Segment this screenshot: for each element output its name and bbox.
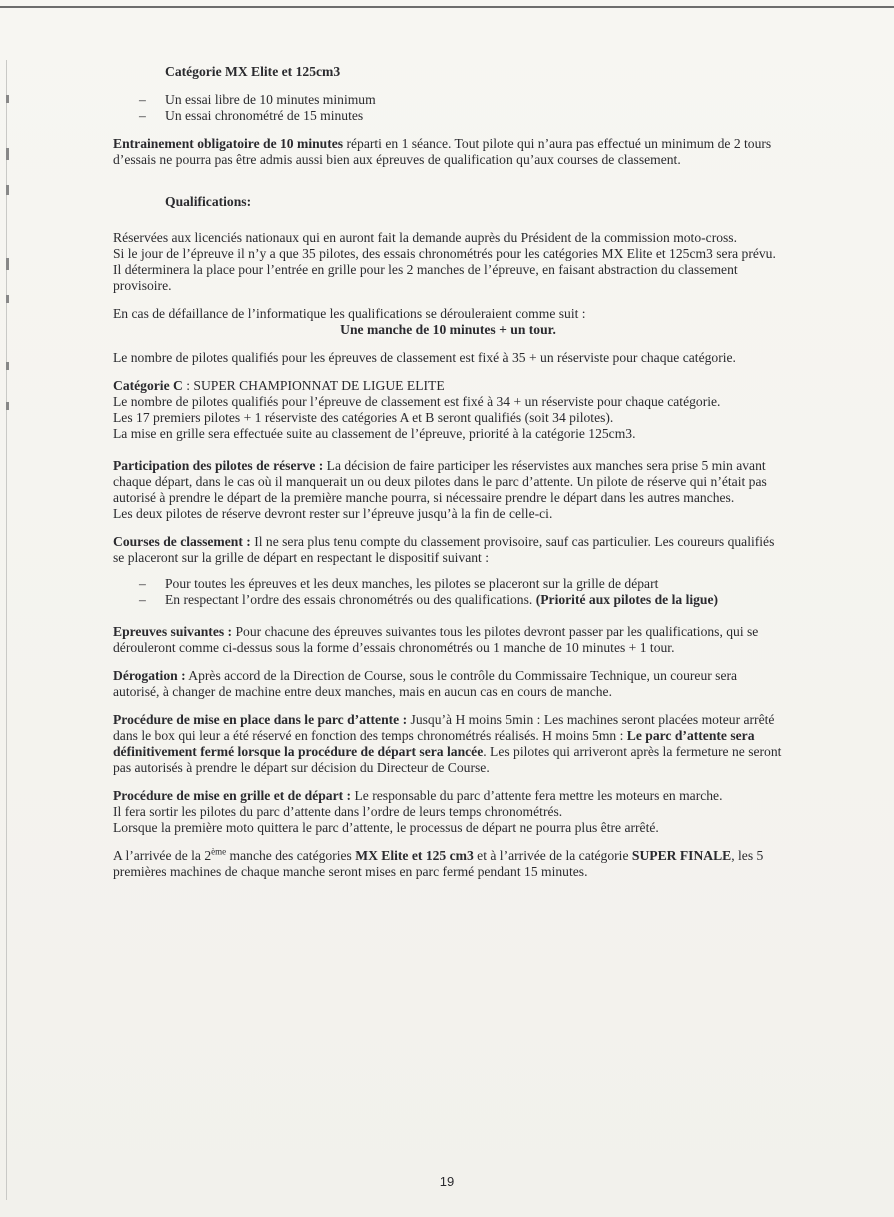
- scan-top-border: [0, 6, 894, 8]
- procedure-grille-line-2: Il fera sortir les pilotes du parc d’attente dans l’ordre de leurs temps chronométrés.: [113, 804, 563, 819]
- courses-list: [113, 576, 783, 608]
- heading-mx-elite: Catégorie MX Elite et 125cm3: [165, 64, 341, 79]
- paragraph-categorie-c: [113, 378, 783, 442]
- derogation-label: Dérogation :: [113, 668, 186, 683]
- derogation-text: Après accord de la Direction de Course, sous le contrôle du Commissaire Technique, un coureur sera autorisé, à changer de machine entre deux manches, mais en aucun cas en cours de manche.: [113, 668, 738, 699]
- paragraph-defaillance: [113, 306, 783, 338]
- scan-mark: [6, 258, 9, 270]
- arrivee-text-1: A l’arrivée de la 2: [113, 848, 212, 863]
- epreuves-label: Epreuves suivantes :: [113, 624, 233, 639]
- paragraph-epreuves: [113, 624, 783, 656]
- paragraph-nombre-35: Le nombre de pilotes qualifiés pour les épreuves de classement est fixé à 35 + un réserviste pour chaque catégorie.: [113, 350, 736, 365]
- participation-text: La décision de faire participer les réservistes aux manches sera prise 5 min avant chaque départ, dans le cas où il manquerait un ou deux pilotes dans le parc d’attente. Un pilote de réserve qui n’était pas autorisé à prendre le départ de la première manche pourra, si nécessaire prendre le départ dans les autres manches.: [113, 458, 767, 505]
- si-le-jour-text: Si le jour de l’épreuve il n’y a que 35 pilotes, des essais chronométrés pour les catégories MX Elite et 125cm3 sera prévu. Il déterminera la place pour l’entrée en grille pour les 2 manches de l’épreuve, en faisant abstraction du classement provisoire.: [113, 246, 776, 293]
- scan-mark: [6, 295, 9, 303]
- scan-mark: [6, 95, 9, 103]
- participation-label: Participation des pilotes de réserve :: [113, 458, 324, 473]
- cat-c-line-1: Le nombre de pilotes qualifiés pour l’épreuve de classement est fixé à 34 + un réserviste pour chaque catégorie.: [113, 394, 721, 409]
- courses-label: Courses de classement :: [113, 534, 251, 549]
- page-number: 19: [439, 1174, 455, 1189]
- list-item: – Un essai chronométré de 15 minutes: [113, 108, 783, 124]
- paragraph-derogation: [113, 668, 783, 700]
- participation-text-2: Les deux pilotes de réserve devront rester sur l’épreuve jusqu’à la fin de celle-ci.: [113, 506, 553, 521]
- courses-item-2-bold: (Priorité aux pilotes de la ligue): [535, 592, 719, 607]
- paragraph-procedure-grille: [113, 788, 783, 836]
- paragraph-procedure-attente: [113, 712, 783, 776]
- scan-left-edge: [6, 60, 7, 1200]
- list-item: – Pour toutes les épreuves et les deux manches, les pilotes se placeront sur la grille de départ: [113, 576, 783, 592]
- paragraph-courses: [113, 534, 783, 566]
- paragraph-arrivee: [113, 848, 783, 880]
- procedure-grille-text: Le responsable du parc d’attente fera mettre les moteurs en marche.: [351, 788, 723, 803]
- procedure-attente-text: Jusqu’à H moins 5min : Les machines seront placées moteur arrêté dans le box qui leur a été réservé en fonction des temps chronométrés réalisés. H moins 5mn :: [113, 712, 775, 743]
- arrivee-text-4: , les 5 premières machines de chaque manche seront mises en parc fermé pendant 15 minutes.: [113, 848, 764, 879]
- scan-mark: [6, 362, 9, 370]
- procedure-grille-label: Procédure de mise en grille et de départ :: [113, 788, 352, 803]
- courses-item-2-text: En respectant l’ordre des essais chronométrés ou des qualifications.: [165, 592, 536, 607]
- entrainement-text: réparti en 1 séance. Tout pilote qui n’aura pas effectué un minimum de 2 tours d’essais ne pourra pas être admis aussi bien aux épreuves de qualification qu’aux courses de classement.: [113, 136, 772, 167]
- scan-mark: [6, 402, 9, 410]
- cat-c-line-2: Les 17 premiers pilotes + 1 réserviste des catégories A et B seront qualifiés (soit 34 pilotes).: [113, 410, 614, 425]
- procedure-grille-line-3: Lorsque la première moto quittera le parc d’attente, le processus de départ ne pourra plus être arrêté.: [113, 820, 659, 835]
- paragraph-qualifications: [113, 230, 783, 294]
- entrainement-label: Entrainement obligatoire de 10 minutes: [113, 136, 344, 151]
- arrivee-superscript: ème: [211, 846, 227, 857]
- manche-10-text: Une manche de 10 minutes + un tour.: [340, 322, 556, 337]
- arrivee-text-2: manche des catégories: [226, 848, 356, 863]
- heading-qualifications: Qualifications:: [165, 194, 252, 209]
- cat-c-title: : SUPER CHAMPIONNAT DE LIGUE ELITE: [182, 378, 445, 393]
- list-item: [113, 592, 783, 608]
- scan-mark: [6, 185, 9, 195]
- arrivee-text-3: et à l’arrivée de la catégorie: [473, 848, 632, 863]
- courses-text: Il ne sera plus tenu compte du classement provisoire, sauf cas particulier. Les coureurs qualifiés se placeront sur la grille de départ en respectant le dispositif suivant :: [113, 534, 775, 565]
- list-item: – Un essai libre de 10 minutes minimum: [113, 92, 783, 108]
- cat-c-label: Catégorie C: [113, 378, 183, 393]
- reservees-text: Réservées aux licenciés nationaux qui en auront fait la demande auprès du Président de la commission moto-cross.: [113, 230, 737, 245]
- document-body: [113, 64, 783, 892]
- arrivee-bold-1: MX Elite et 125 cm3: [355, 848, 474, 863]
- paragraph-entrainement: [113, 136, 783, 168]
- paragraph-participation: [113, 458, 783, 522]
- essais-list: [113, 92, 783, 124]
- procedure-attente-bold-2: Le parc d’attente sera définitivement fermé lorsque la procédure de départ sera lancée: [113, 728, 755, 759]
- arrivee-bold-2: SUPER FINALE: [631, 848, 732, 863]
- defaillance-text: En cas de défaillance de l’informatique les qualifications se dérouleraient comme suit :: [113, 306, 586, 321]
- epreuves-text: Pour chacune des épreuves suivantes tous les pilotes devront passer par les qualifications, qui se dérouleront comme ci-dessus sous la forme d’essais chronométrés ou 1 manche de 10 minutes + 1 tour.: [113, 624, 759, 655]
- scan-mark: [6, 148, 9, 160]
- cat-c-line-3: La mise en grille sera effectuée suite au classement de l’épreuve, priorité à la catégorie 125cm3.: [113, 426, 636, 441]
- procedure-attente-text-2: . Les pilotes qui arriveront après la fermeture ne seront pas autorisés à prendre le départ sur décision du Directeur de Course.: [113, 744, 782, 775]
- procedure-attente-label: Procédure de mise en place dans le parc d’attente :: [113, 712, 408, 727]
